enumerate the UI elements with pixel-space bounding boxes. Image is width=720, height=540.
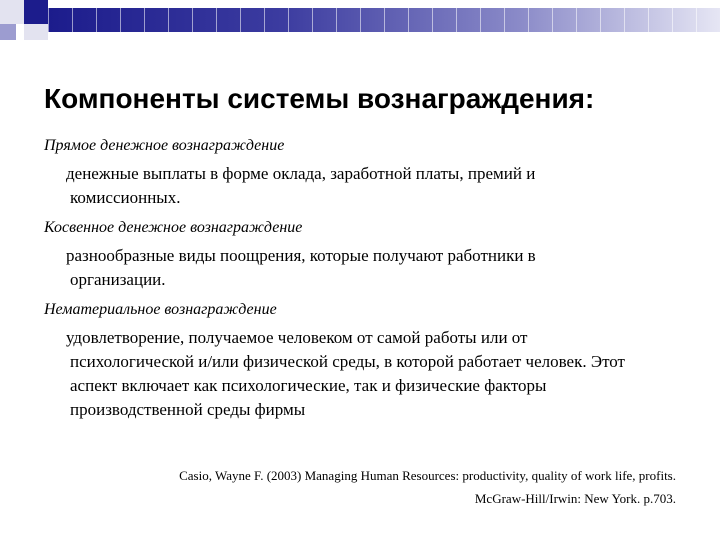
component-term: Прямое денежное вознаграждение xyxy=(44,137,285,154)
citation-line-2: McGraw-Hill/Irwin: New York. p.703. xyxy=(474,491,676,506)
definition-line-first: разнообразные виды поощрения, которые получают работники в xyxy=(66,246,536,265)
component-item xyxy=(44,218,674,292)
header-decoration xyxy=(0,0,720,48)
definition-line-first: удовлетворение, получаемое человеком от самой работы или от xyxy=(66,328,528,347)
component-item xyxy=(44,300,674,422)
citation xyxy=(36,464,676,510)
component-item xyxy=(44,136,674,210)
header-square-light xyxy=(0,0,24,24)
definition-line-rest: комиссионных. xyxy=(70,188,181,207)
header-square-dark xyxy=(24,0,48,24)
definition-line-rest: психологической и/или физической среды, в которой работает человек. Этот аспект включает как психологические, так и физические факторы производственной среды фирмы xyxy=(70,352,625,419)
components-list xyxy=(44,136,674,430)
component-definition xyxy=(44,162,674,210)
slide-title: Компоненты системы вознаграждения: xyxy=(44,83,595,114)
component-definition xyxy=(44,244,674,292)
citation-line-1: Casio, Wayne F. (2003) Managing Human Resources: productivity, quality of work life, profits. xyxy=(179,468,676,483)
header-square-mid xyxy=(0,24,16,40)
header-square-light-lower xyxy=(24,24,48,40)
component-term: Косвенное денежное вознаграждение xyxy=(44,219,303,236)
component-term: Нематериальное вознаграждение xyxy=(44,301,277,318)
component-definition xyxy=(44,326,674,422)
header-grid-lines xyxy=(48,8,720,32)
definition-line-rest: организации. xyxy=(70,270,166,289)
definition-line-first: денежные выплаты в форме оклада, заработной платы, премий и xyxy=(66,164,536,183)
